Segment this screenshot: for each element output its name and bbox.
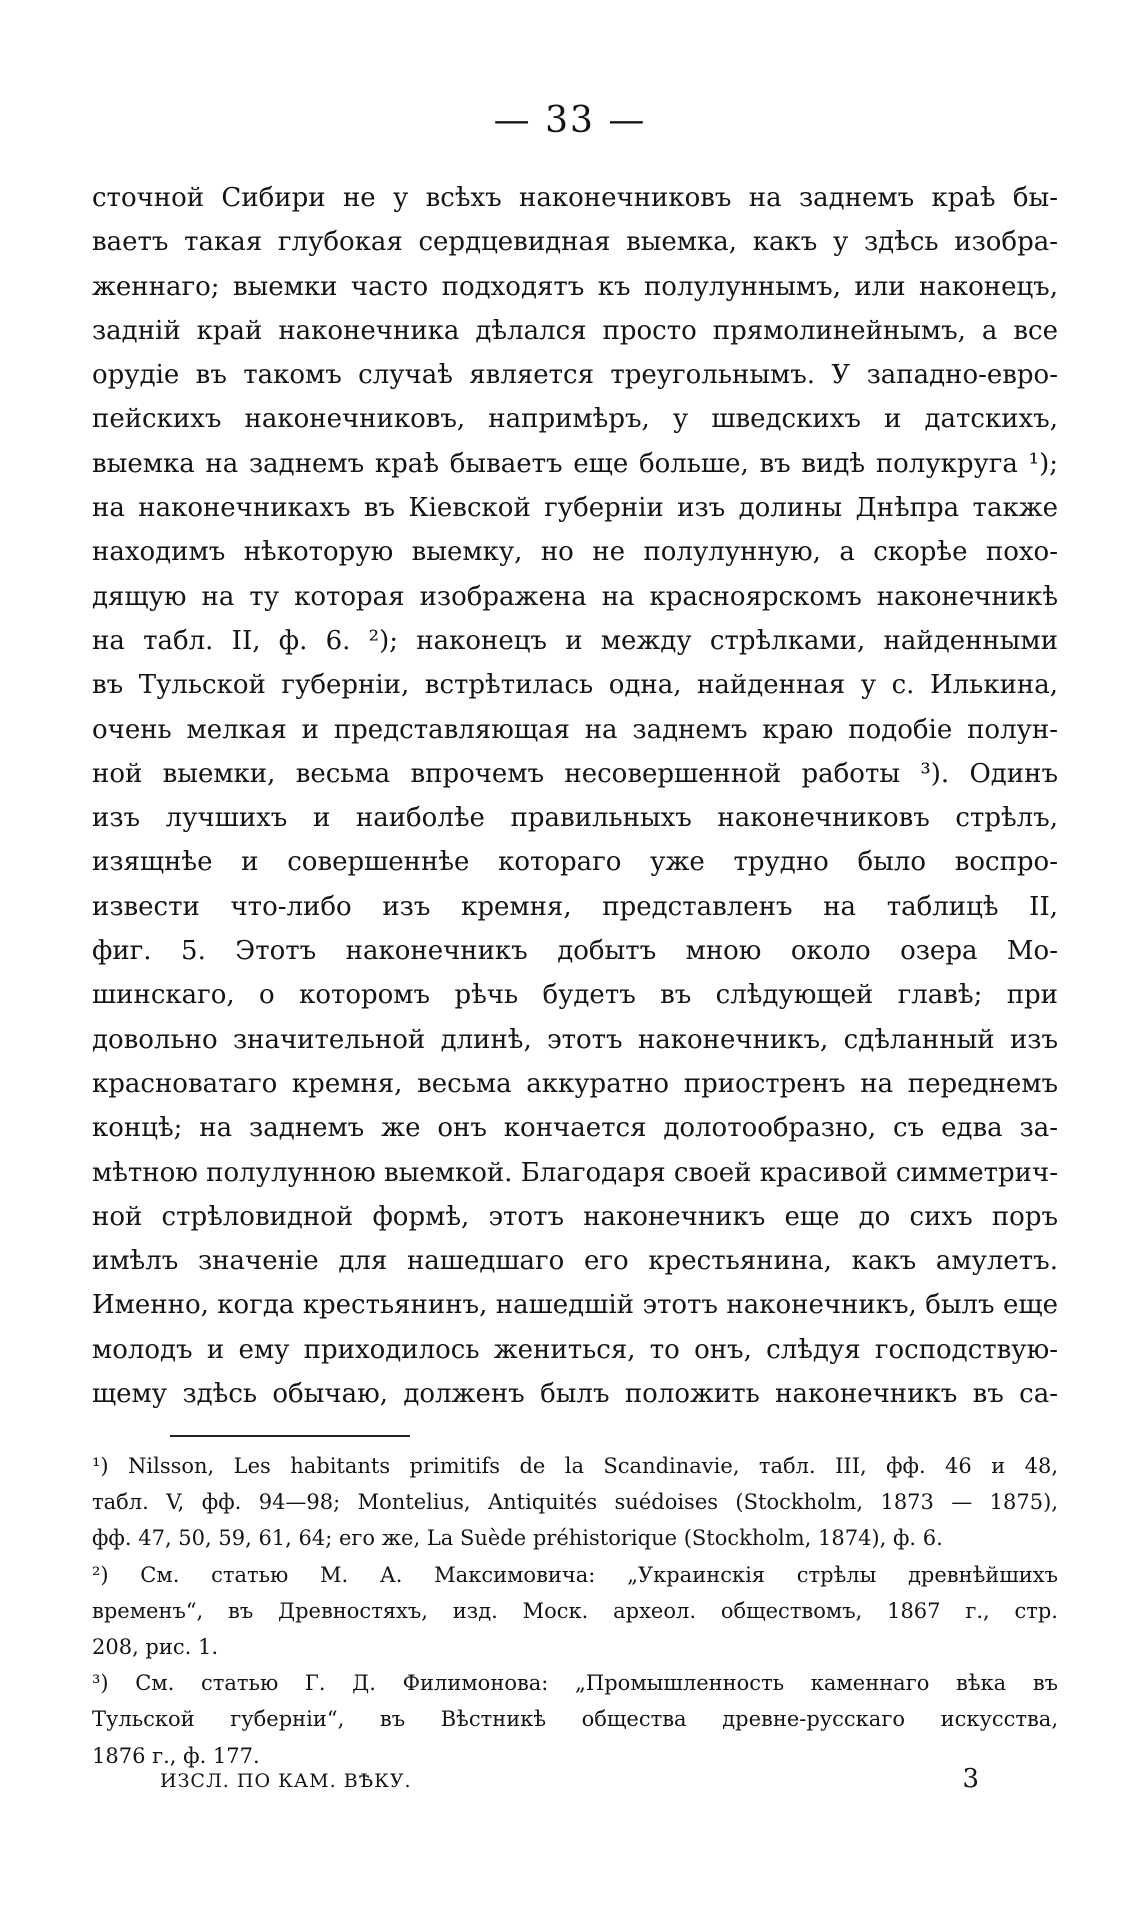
text-line: извести что-либо изъ кремня, представленъ на таблицѣ II, — [92, 891, 1058, 922]
text-line: шинскаго, о которомъ рѣчь будетъ въ слѣдующей главѣ; при — [92, 980, 1058, 1011]
footnote-2-line: 208, рис. 1. — [92, 1634, 219, 1659]
text-line: сточной Сибири не у всѣхъ наконечниковъ на заднемъ краѣ бы- — [92, 183, 1058, 213]
page-footer — [160, 1764, 980, 1804]
text-line: изящнѣе и совершеннѣе котораго уже трудно было воспро- — [92, 847, 1058, 878]
text-line: щему здѣсь обычаю, долженъ былъ положить наконечникъ въ са- — [92, 1379, 1058, 1410]
text-line: задній край наконечника дѣлался просто прямолинейнымъ, а все — [92, 315, 1058, 346]
text-line: красноватаго кремня, весьма аккуратно приостренъ на переднемъ — [92, 1068, 1058, 1099]
main-text — [92, 176, 1058, 1416]
text-line: ной выемки, весьма впрочемъ несовершенной работы ³). Одинъ — [92, 758, 1058, 789]
text-line: очень мелкая и представляющая на заднемъ краю подобіе полун- — [92, 714, 1058, 745]
text-line: изъ лучшихъ и наиболѣе правильныхъ наконечниковъ стрѣлъ, — [92, 803, 1058, 834]
footnote-3-line: 1876 г., ф. 177. — [92, 1743, 260, 1768]
text-line: Именно, когда крестьянинъ, нашедшій этотъ наконечникъ, былъ еще — [92, 1290, 1058, 1321]
text-line: пейскихъ наконечниковъ, напримѣръ, у шведскихъ и датскихъ, — [92, 404, 1058, 435]
text-line: орудіе въ такомъ случаѣ является треугольнымъ. У западно-евро- — [92, 360, 1058, 391]
footnote-divider — [170, 1435, 410, 1437]
footnote-1-line: табл. V, фф. 94—98; Montelius, Antiquités suédoises (Stockholm, 1873 — 1875), — [92, 1490, 1058, 1515]
text-line: концѣ; на заднемъ же онъ кончается долотообразно, съ едва за- — [92, 1113, 1058, 1144]
text-line: въ Тульской губерніи, встрѣтилась одна, найденная у с. Илькина, — [92, 670, 1058, 701]
text-line: ной стрѣловидной формѣ, этотъ наконечникъ еще до сихъ поръ — [92, 1201, 1058, 1232]
footnote-2-line: временъ“, въ Древностяхъ, изд. Моск. археол. обществомъ, 1867 г., стр. — [92, 1598, 1058, 1623]
text-line: мѣтною полулунною выемкой. Благодаря своей красивой симметрич- — [92, 1157, 1058, 1188]
signature-mark: ИЗСЛ. ПО КАМ. ВѢКУ. — [160, 1770, 412, 1792]
text-line: имѣлъ значеніе для нашедшаго его крестьянина, какъ амулетъ. — [92, 1246, 1058, 1277]
footnote-3-line: Тульской губерніи“, въ Вѣстникѣ общества древне-русскаго искусства, — [92, 1707, 1058, 1732]
signature-number: 3 — [962, 1764, 980, 1794]
text-line: на наконечникахъ въ Кіевской губерніи изъ долины Днѣпра также — [92, 493, 1058, 524]
footnote-3-line: ³) См. статью Г. Д. Филимонова: „Промышленность каменнаго вѣка въ — [92, 1671, 1058, 1696]
footnote-1-line: ¹) Nilsson, Les habitants primitifs de la Scandinavie, табл. III, фф. 46 и 48, — [92, 1454, 1058, 1478]
footnote-2-line: ²) См. статью М. А. Максимовича: „Украинскія стрѣлы древнѣйшихъ — [92, 1562, 1058, 1587]
footnotes — [92, 1448, 1058, 1774]
text-line: находимъ нѣкоторую выемку, но не полулунную, а скорѣе похо- — [92, 537, 1058, 568]
text-line: женнаго; выемки часто подходятъ къ полулуннымъ, или наконецъ, — [92, 271, 1058, 302]
footnote-1-line: фф. 47, 50, 59, 61, 64; его же, La Suède préhistorique (Stockholm, 1874), ф. 6. — [92, 1526, 943, 1551]
page-number: — 33 — — [493, 100, 647, 141]
text-line: дящую на ту которая изображена на красноярскомъ наконечникѣ — [92, 581, 1058, 612]
text-line: довольно значительной длинѣ, этотъ наконечникъ, сдѣланный изъ — [92, 1024, 1058, 1055]
text-line: выемка на заднемъ краѣ бываетъ еще больше, въ видѣ полукруга ¹); — [92, 448, 1058, 479]
text-line: молодъ и ему приходилось жениться, то онъ, слѣдуя господствую- — [92, 1334, 1058, 1365]
text-line: ваетъ такая глубокая сердцевидная выемка, какъ у здѣсь изобра- — [92, 227, 1058, 258]
text-line: фиг. 5. Этотъ наконечникъ добытъ мною около озера Мо- — [92, 936, 1058, 967]
text-line: на табл. II, ф. 6. ²); наконецъ и между стрѣлками, найденными — [92, 625, 1058, 656]
